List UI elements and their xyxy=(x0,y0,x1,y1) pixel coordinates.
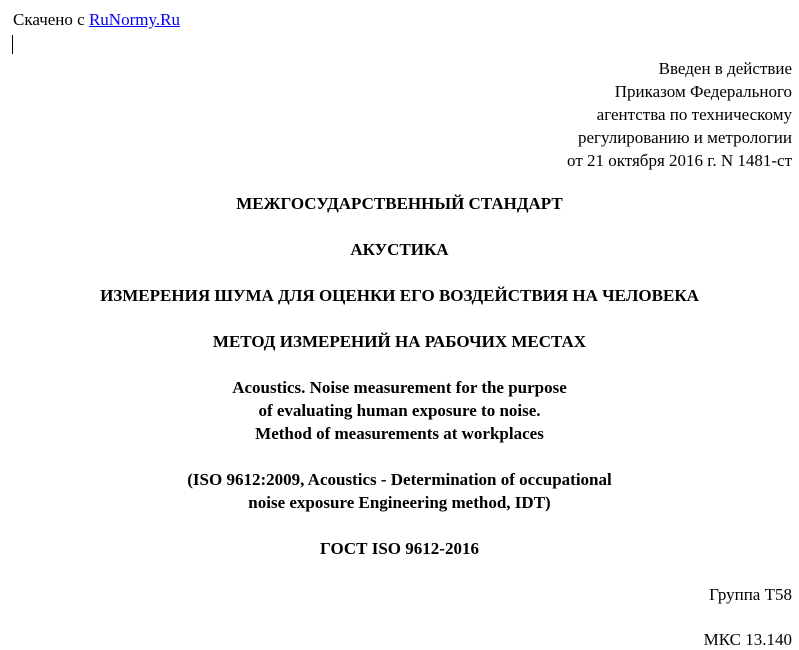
title-sub-heading xyxy=(0,284,799,307)
title-main-text: АКУСТИКА xyxy=(350,240,449,259)
standard-type-text: МЕЖГОСУДАРСТВЕННЫЙ СТАНДАРТ xyxy=(236,194,563,213)
title-main-heading xyxy=(0,238,799,261)
title-method-text: МЕТОД ИЗМЕРЕНИЙ НА РАБОЧИХ МЕСТАХ xyxy=(212,332,587,351)
designation xyxy=(0,537,799,560)
mks-label: МКС 13.140 xyxy=(703,630,792,649)
enactment-line: от 21 октября 2016 г. N 1481-ст xyxy=(567,151,792,170)
enactment-block xyxy=(567,57,792,172)
english-title-line: Acoustics. Noise measurement for the purpose xyxy=(232,378,567,397)
title-sub-text: ИЗМЕРЕНИЯ ШУМА ДЛЯ ОЦЕНКИ ЕГО ВОЗДЕЙСТВИЯ НА ЧЕЛОВЕКА xyxy=(100,286,699,305)
english-title xyxy=(0,376,799,445)
source-prefix: Скачено с xyxy=(13,10,89,29)
enactment-line: Приказом Федерального xyxy=(614,82,792,101)
english-title-line: of evaluating human exposure to noise. xyxy=(258,401,541,420)
enactment-line: регулированию и метрологии xyxy=(577,128,792,147)
enactment-line: агентства по техническому xyxy=(596,105,792,124)
iso-reference-line: (ISO 9612:2009, Acoustics - Determination of occupational xyxy=(187,470,612,489)
designation-text: ГОСТ ISO 9612-2016 xyxy=(320,539,479,558)
text-cursor xyxy=(12,35,13,54)
title-method-heading xyxy=(0,330,799,353)
source-line xyxy=(13,10,180,30)
english-title-line: Method of measurements at workplaces xyxy=(255,424,544,443)
iso-reference xyxy=(0,468,799,514)
iso-reference-line: noise exposure Engineering method, IDT) xyxy=(248,493,551,512)
source-link[interactable]: RuNormy.Ru xyxy=(88,10,180,29)
group-label: Группа Т58 xyxy=(709,585,792,604)
standard-type-heading xyxy=(0,192,799,215)
enactment-line: Введен в действие xyxy=(658,59,792,78)
